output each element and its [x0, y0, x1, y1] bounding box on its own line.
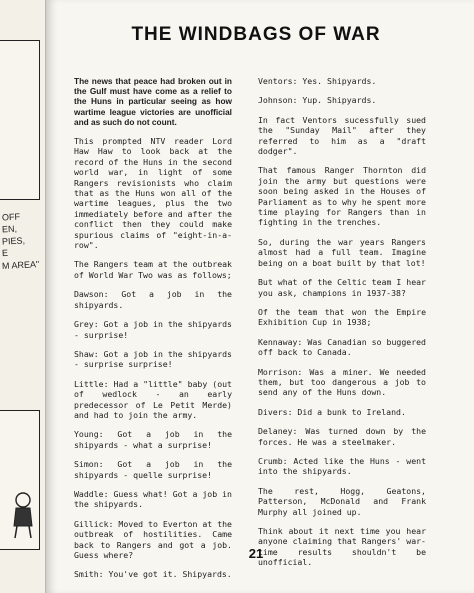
lead-paragraph: The news that peace had broken out in the Gulf must have come as a relief to the Huns in particular seeing as how wartime league victories are unofficial and as such do not count.: [74, 76, 232, 127]
comic-text-fragment: EN,: [1, 223, 18, 235]
comic-text-fragment: OFF: [1, 211, 21, 223]
paragraph: Simon: Got a job in the shipyards - quelle surprise!: [74, 459, 232, 480]
magazine-page: [46, 0, 474, 593]
page-number: 21: [248, 546, 264, 561]
paragraph: Shaw: Got a job in the shipyards - surprise surprise!: [74, 348, 232, 370]
article-column-left: [74, 76, 232, 589]
paragraph: Kennaway: Was Canadian so buggered off back to Canada.: [258, 336, 426, 358]
comic-text-fragment: E: [1, 247, 9, 259]
facing-page-edge: [0, 0, 46, 593]
paragraph: That famous Ranger Thornton did join the army but questions were soon being asked in the Houses of Parliament as to why he spent more time playing for Rangers than in fighting in the trenches.: [258, 165, 426, 228]
paragraph: Ventors: Yes. Shipyards.: [258, 76, 377, 86]
paragraph: Smith: You've got it. Shipyards.: [74, 569, 232, 580]
article-column-right: [258, 76, 426, 577]
paragraph: In fact Ventors sucessfully sued the "Sunday Mail" after they referred to him as a "draft dodger".: [258, 114, 426, 157]
paragraph: Of the team that won the Empire Exhibition Cup in 1938;: [258, 306, 426, 328]
paragraph: The Rangers team at the outbreak of World War Two was as follows;: [74, 259, 232, 280]
paragraph: The rest, Hogg, Geatons, Patterson, McDonald and Frank Murphy all joined up.: [258, 485, 426, 517]
comic-text-fragment: M AREA": [1, 259, 40, 271]
paragraph: Crumb: Acted like the Huns - went into the shipyards.: [258, 455, 426, 477]
paragraph: Dawson: Got a job in the shipyards.: [74, 289, 232, 310]
paragraph: Think about it next time you hear anyone claiming that Rangers' war-time results shouldn't be unofficial.: [258, 526, 426, 568]
paragraph: Johnson: Yup. Shipyards.: [258, 95, 377, 106]
paragraph: Waddle: Guess what! Got a job in the shipyards.: [74, 488, 232, 510]
paragraph: This prompted NTV reader Lord Haw Haw to look back at the record of the Huns in the second world war, in light of some Rangers revisionists who claim that as the Huns won all of the wartime leagues, plus the two immediately before and after the conflict then they could make spurious claims of "eight-in-a-row".: [74, 136, 232, 251]
paragraph: But what of the Celtic team I hear you ask, champions in 1937-38?: [258, 277, 426, 298]
paragraph: Morrison: Was a miner. We needed them, but too dangerous a job to send any of the Huns down.: [258, 366, 426, 398]
paragraph: Little: Had a "little" baby (out of wedlock - an early predecessor of Le Petit Merde) and had to join the army.: [74, 378, 232, 420]
paragraph: Delaney: Was turned down by the forces. He was a steelmaker.: [258, 426, 426, 447]
paragraph: Gillick: Moved to Everton at the outbreak of hostilities. Came back to Rangers and got a job. Guess where?: [74, 518, 232, 561]
paragraph: Young: Got a job in the shipyards - what a surprise!: [74, 429, 232, 450]
comic-text-fragment: PIES,: [1, 235, 26, 247]
paragraph: Grey: Got a job in the shipyards - surprise!: [74, 319, 232, 340]
comic-panel: [0, 40, 40, 200]
article-title: THE WINDBAGS OF WAR: [131, 24, 381, 45]
paragraph: Divers: Did a bunk to Ireland.: [258, 406, 406, 417]
paragraph: So, during the war years Rangers almost had a full team. Imagine being on a boat built by that lot!: [258, 236, 426, 268]
cartoon-figure-icon: [6, 490, 40, 540]
